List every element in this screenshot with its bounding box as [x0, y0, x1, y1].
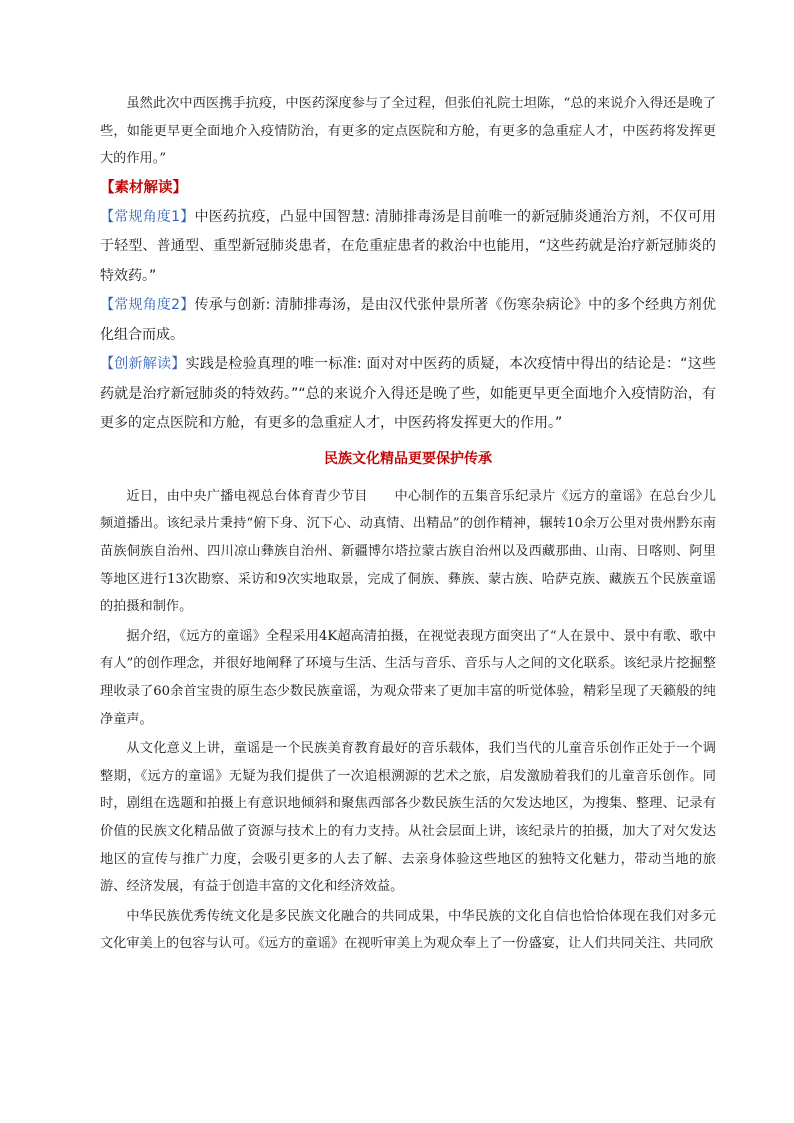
angle2-tag: 【常规角度2】 — [100, 297, 195, 314]
angle2-text: 传承与创新: 清肺排毒汤，是由汉代张仲景所著《伤寒杂病论》中的多个经典方剂优化组合而成。 — [100, 297, 716, 343]
angle1-text: 中医药抗疫，凸显中国智慧: 清肺排毒汤是目前唯一的新冠肺炎通治方剂，不仅可用于轻型、普通型、重型新冠肺炎患者，在危重症患者的救治中也能用，“这些药就是治疗新冠肺炎的特效药。” — [100, 208, 716, 284]
document-page — [100, 90, 716, 958]
article-paragraph-2: 据介绍，《远方的童谣》全程采用4K超高清拍摄，在视觉表现方面突出了“人在景中、景中有歌、歌中有人”的创作理念，并很好地阐释了环境与生活、生活与音乐、音乐与人之间的文化联系。该纪录片挖掘整理收录了60余首宝贵的原生态少数民族童谣，为观众带来了更加丰富的听觉体验，精彩呈现了天籁般的纯净童声。 — [100, 628, 716, 727]
article-paragraph-3: 从文化意义上讲，童谣是一个民族美育教育最好的音乐载体，我们当代的儿童音乐创作正处于一个调整期，《远方的童谣》无疑为我们提供了一次追根溯源的艺术之旅，启发激励着我们的儿童音乐创作。同时，剧组在选题和拍摄上有意识地倾斜和聚焦西部各少数民族生活的欠发达地区，为搜集、整理、记录有价值的民族文化精品做了资源与技术上的有力支持。从社会层面上讲，该纪录片的拍摄，加大了对欠发达地区的宣传与推广力度，会吸引更多的人去了解、去亲身体验这些地区的独特文化魅力，带动当地的旅游、经济发展，有益于创造丰富的文化和经济效益。 — [100, 741, 716, 895]
material-heading: 【素材解读】 — [100, 179, 187, 196]
angle1-tag: 【常规角度1】 — [100, 208, 195, 225]
article-paragraph-4: 中华民族优秀传统文化是多民族文化融合的共同成果，中华民族的文化自信也恰恰体现在我们对多元文化审美上的包容与认可。《远方的童谣》在视听审美上为观众奉上了一份盛宴，让人们共同关注、共同欣 — [100, 908, 716, 952]
innovation-tag: 【创新解读】 — [100, 356, 186, 373]
intro-paragraph: 虽然此次中西医携手抗疫，中医药深度参与了全过程，但张伯礼院士坦陈，“总的来说介入得还是晚了些，如能更早更全面地介入疫情防治，有更多的定点医院和方舱，有更多的急重症人才，中医药将发挥更大的作用。” — [100, 96, 716, 167]
angle1-paragraph — [100, 203, 716, 292]
innovation-paragraph — [100, 350, 716, 439]
innovation-text: 实践是检验真理的唯一标准: 面对对中医药的质疑，本次疫情中得出的结论是：“这些药就是治疗新冠肺炎的特效药。”“总的来说介入得还是晚了些，如能更早更全面地介入疫情防治，有更多的定点医院和方舱，有更多的急重症人才，中医药将发挥更大的作用。” — [100, 356, 717, 432]
angle2-paragraph — [100, 291, 716, 350]
section-title: 民族文化精品更要保护传承 — [324, 450, 492, 467]
article-paragraph-1: 近日，由中央广播电视总台体育青少节目 中心制作的五集音乐纪录片《远方的童谣》在总台少儿频道播出。该纪录片秉持“俯下身、沉下心、动真情、出精品”的创作精神，辗转10余万公里对贵州黔东南苗族侗族自治州、四川凉山彝族自治州、新疆博尔塔拉蒙古族自治州以及西藏那曲、山南、日喀则、阿里等地区进行13次勘察、采访和9次实地取景，完成了侗族、彝族、蒙古族、哈萨克族、藏族五个民族童谣的拍摄和制作。 — [100, 488, 716, 615]
